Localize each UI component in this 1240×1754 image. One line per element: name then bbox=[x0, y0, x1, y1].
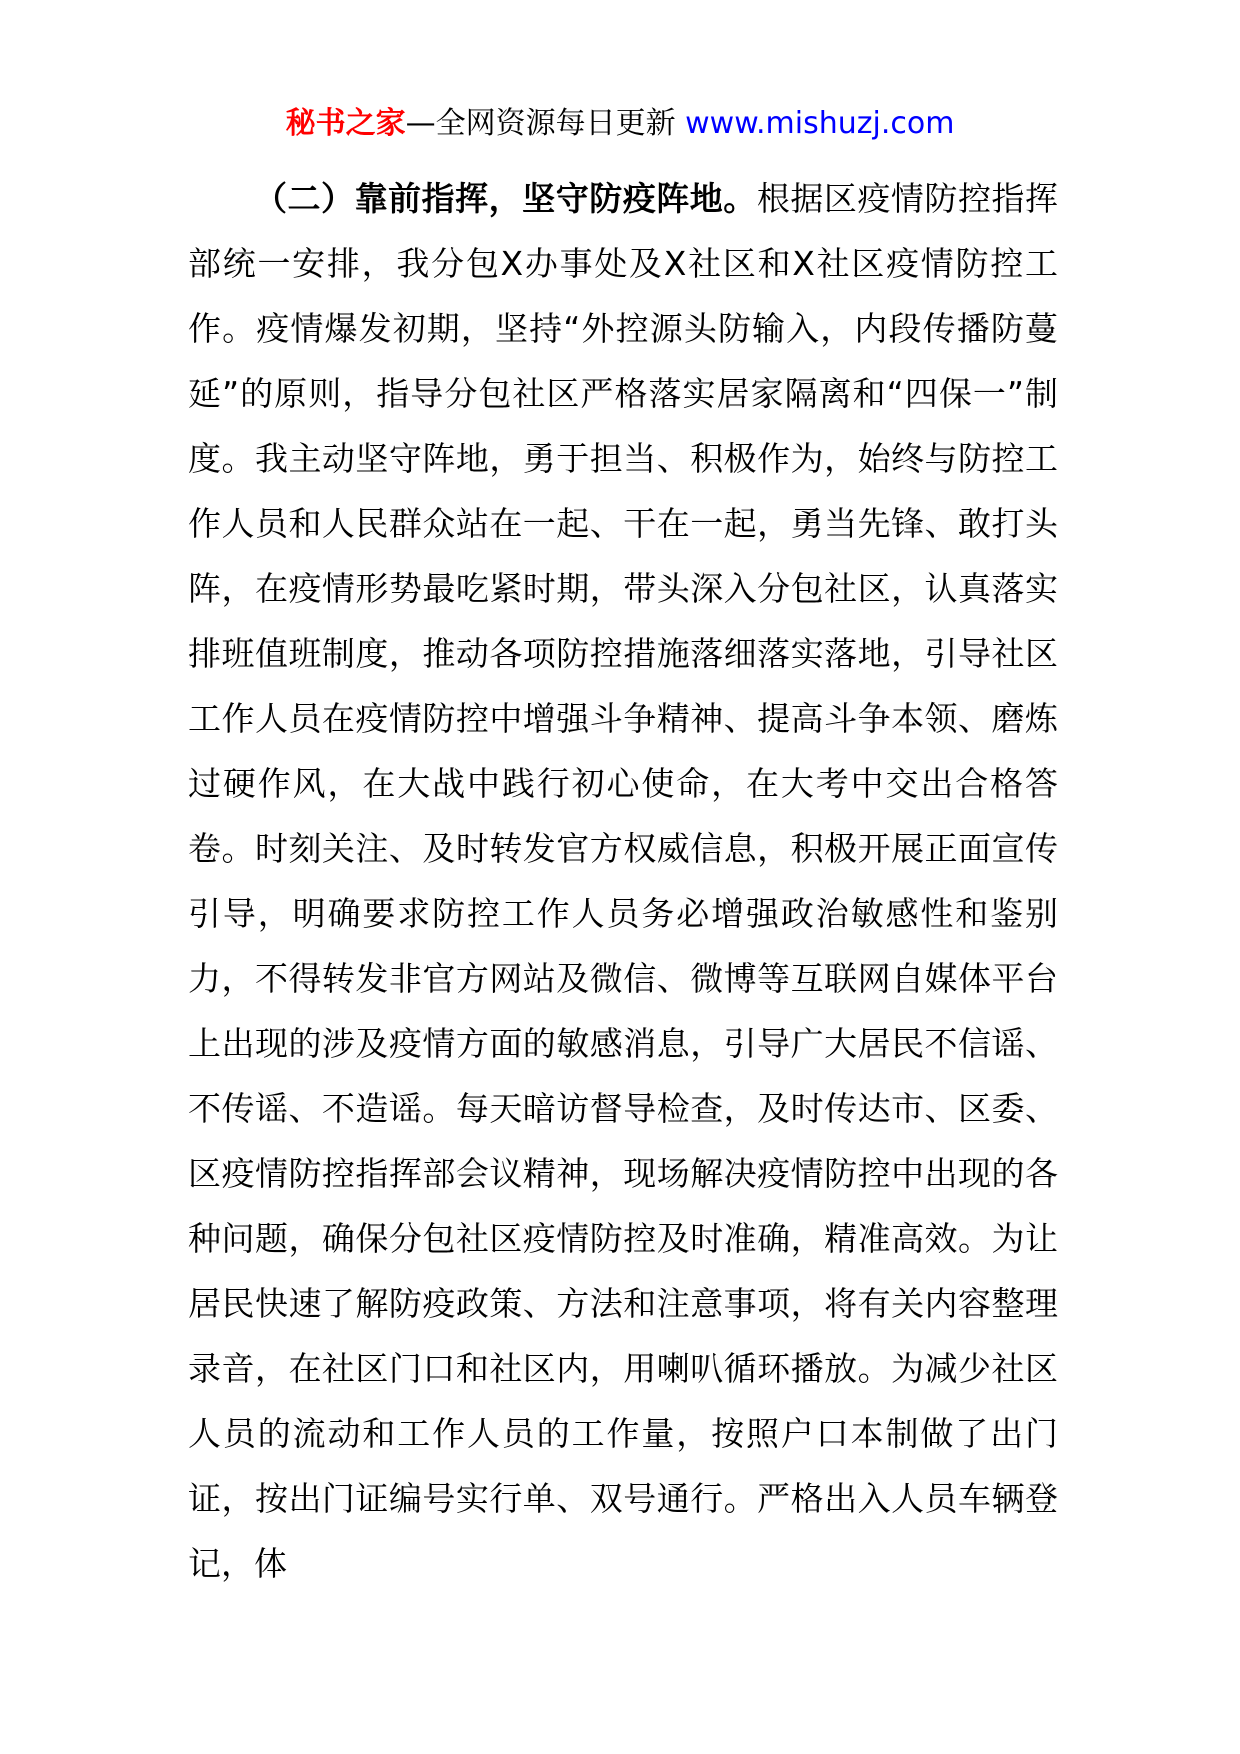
section-heading: （二）靠前指挥，坚守防疫阵地。 bbox=[254, 179, 757, 218]
header-slogan: —全网资源每日更新 bbox=[405, 106, 676, 141]
website-link[interactable]: www.mishuzj.com bbox=[685, 106, 955, 141]
brand-name: 秘书之家 bbox=[285, 106, 406, 141]
body-paragraph bbox=[188, 166, 1058, 1596]
page-header bbox=[0, 104, 1240, 144]
paragraph-text: 根据区疫情防控指挥部统一安排，我分包X办事处及X社区和X社区疫情防控工作。疫情爆发初期，坚持“外控源头防输入，内段传播防蔓延”的原则，指导分包社区严格落实居家隔离和“四保一”制度。我主动坚守阵地，勇于担当、积极作为，始终与防控工作人员和人民群众站在一起、干在一起，勇当先锋、敢打头阵，在疫情形势最吃紧时期，带头深入分包社区，认真落实排班值班制度，推动各项防控措施落细落实落地，引导社区工作人员在疫情防控中增强斗争精神、提高斗争本领、磨炼过硬作风，在大战中践行初心使命，在大考中交出合格答卷。时刻关注、及时转发官方权威信息，积极开展正面宣传引导，明确要求防控工作人员务必增强政治敏感性和鉴别力，不得转发非官方网站及微信、微博等互联网自媒体平台上出现的涉及疫情方面的敏感消息，引导广大居民不信谣、不传谣、不造谣。每天暗访督导检查，及时传达市、区委、区疫情防控指挥部会议精神，现场解决疫情防控中出现的各种问题，确保分包社区疫情防控及时准确，精准高效。为让居民快速了解防疫政策、方法和注意事项，将有关内容整理录音，在社区门口和社区内，用喇叭循环播放。为减少社区人员的流动和工作人员的工作量，按照户口本制做了出门证，按出门证编号实行单、双号通行。严格出入人员车辆登记，体 bbox=[188, 179, 1059, 1583]
